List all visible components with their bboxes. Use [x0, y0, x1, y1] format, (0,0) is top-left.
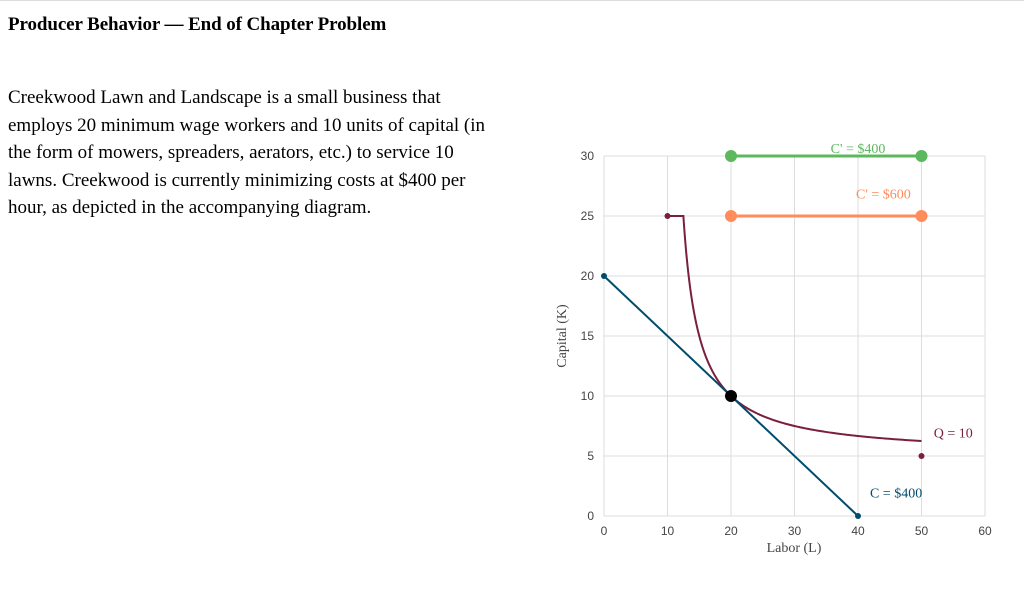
y-tick-label: 30 [580, 149, 594, 163]
x-tick-label: 20 [724, 524, 738, 538]
y-tick-label: 20 [580, 269, 594, 283]
chart [0, 1, 1024, 596]
series [601, 150, 928, 519]
grid [604, 156, 985, 516]
annotation-label: C' = $600 [856, 187, 911, 203]
x-tick-label: 10 [660, 524, 675, 538]
annotations [831, 142, 973, 501]
y-tick-label: 15 [580, 329, 594, 343]
y-tick-label: 10 [580, 389, 594, 403]
annotation-label: C = $400 [869, 486, 923, 502]
series-point [855, 513, 861, 519]
series-point [725, 210, 737, 222]
x-tick-label: 60 [978, 524, 992, 538]
page-title: Producer Behavior — End of Chapter Problem [8, 14, 387, 35]
series-point [916, 150, 928, 162]
x-tick-label: 30 [787, 524, 802, 538]
annotation-label: C' = $400 [830, 142, 886, 157]
series-point [601, 273, 607, 279]
x-axis-title: Labor (L) [766, 541, 822, 556]
y-tick-label: 5 [587, 449, 594, 463]
series-point [919, 453, 925, 459]
x-tick-label: 40 [851, 524, 865, 538]
tangency-point [725, 390, 737, 402]
y-tick-label: 0 [587, 509, 594, 523]
problem-text: Creekwood Lawn and Landscape is a small business that employs 20 minimum wage workers and 10 units of capital (in the form of mowers, spreaders, aerators, etc.) to service 10 lawns. Creekwood is currently minimizing costs at $400 per hour, as depicted in the accompanying diagram. [8, 87, 486, 218]
series-point [665, 213, 671, 219]
x-tick-label: 50 [914, 524, 929, 538]
x-tick-label: 0 [600, 524, 608, 538]
series-point [725, 150, 737, 162]
y-tick-label: 25 [580, 209, 594, 223]
series-point [916, 210, 928, 222]
tick-labels [581, 149, 992, 538]
y-axis-title: Capital (K) [555, 304, 570, 368]
annotation-label: Q = 10 [933, 426, 973, 442]
